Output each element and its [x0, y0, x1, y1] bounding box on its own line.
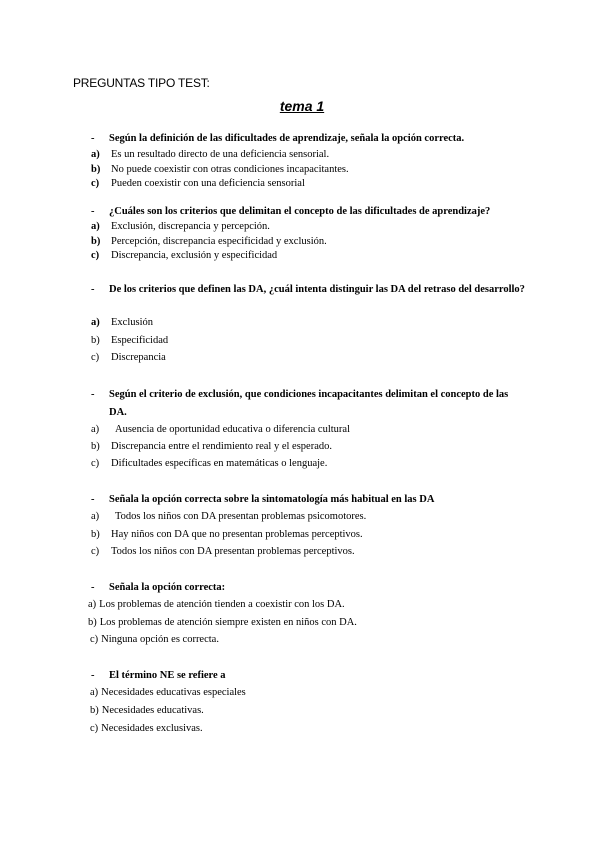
question-text: Según la definición de las dificultades de aprendizaje, señala la opción correcta.: [109, 133, 465, 144]
option-text: Ninguna opción es correcta.: [101, 634, 219, 645]
option-letter: a): [91, 511, 100, 522]
option-text: Es un resultado directo de una deficiencia sensorial.: [111, 149, 330, 160]
bullet-dash: -: [91, 582, 95, 593]
question-5-option-c: [91, 545, 355, 559]
option-text: Ausencia de oportunidad educativa o diferencia cultural: [115, 424, 350, 435]
option-letter: b): [90, 705, 99, 716]
option-text: Pueden coexistir con una deficiencia sensorial: [111, 178, 305, 189]
option-text: Todos los niños con DA presentan problemas perceptivos.: [111, 546, 355, 557]
option-text: Especificidad: [111, 335, 169, 346]
question-7-option-c: [90, 722, 203, 736]
question-1-option-b: [91, 163, 349, 177]
question-6-option-c: [90, 633, 219, 647]
question-6-option-b: [88, 616, 357, 630]
option-letter: b): [91, 164, 101, 175]
question-2: [91, 203, 551, 221]
question-1: [91, 130, 531, 148]
question-text: De los criterios que definen las DA, ¿cuál intenta distinguir las DA del retraso del desarrollo?: [109, 284, 525, 295]
option-letter: a): [91, 317, 100, 328]
bullet-dash: -: [91, 133, 95, 144]
option-letter: b): [88, 617, 97, 628]
option-letter: c): [90, 634, 99, 645]
question-4: [91, 386, 521, 422]
option-text: Percepción, discrepancia especificidad y exclusión.: [111, 236, 327, 247]
question-7-option-a: [90, 686, 246, 700]
question-2-option-c: [91, 249, 277, 263]
option-letter: a): [91, 149, 100, 160]
option-letter: b): [91, 529, 100, 540]
option-text: Los problemas de atención tienden a coexistir con los DA.: [99, 599, 345, 610]
option-letter: c): [91, 458, 100, 469]
question-2-option-a: [91, 220, 270, 234]
option-text: Necesidades exclusivas.: [101, 723, 203, 734]
option-text: No puede coexistir con otras condiciones incapacitantes.: [111, 164, 349, 175]
option-letter: c): [91, 178, 100, 189]
option-text: Exclusión, discrepancia y percepción.: [111, 221, 270, 232]
question-4-option-b: [91, 440, 332, 454]
option-text: Dificultades específicas en matemáticas o lenguaje.: [111, 458, 328, 469]
topic-title: tema 1: [279, 98, 325, 114]
question-4-option-a: [91, 423, 350, 437]
option-letter: c): [91, 250, 100, 261]
option-letter: a): [91, 221, 100, 232]
option-letter: a): [90, 687, 99, 698]
option-letter: a): [88, 599, 97, 610]
question-1-option-c: [91, 177, 305, 191]
question-7-option-b: [90, 704, 204, 718]
option-letter: b): [91, 236, 101, 247]
option-text: Hay niños con DA que no presentan problemas perceptivos.: [111, 529, 363, 540]
question-5-option-a: [91, 510, 366, 524]
question-7: [91, 667, 531, 685]
question-6: [91, 579, 531, 597]
bullet-dash: -: [91, 284, 95, 295]
question-text: Señala la opción correcta sobre la sintomatología más habitual en las DA: [109, 494, 435, 505]
option-letter: c): [91, 546, 100, 557]
question-2-option-b: [91, 235, 327, 249]
page-header: PREGUNTAS TIPO TEST:: [73, 76, 210, 90]
question-5: [91, 491, 531, 509]
question-text: ¿Cuáles son los criterios que delimitan el concepto de las dificultades de aprendizaje?: [109, 206, 491, 217]
option-letter: b): [91, 335, 100, 346]
option-letter: a): [91, 424, 100, 435]
question-6-option-a: [88, 598, 345, 612]
option-text: Discrepancia, exclusión y especificidad: [111, 250, 278, 261]
question-text: El término NE se refiere a: [109, 670, 226, 681]
option-text: Necesidades educativas especiales: [101, 687, 246, 698]
question-3-option-b: [91, 334, 168, 348]
option-text: Discrepancia: [111, 352, 166, 363]
question-text: Según el criterio de exclusión, que condiciones incapacitantes delimitan el concepto de las DA.: [109, 389, 509, 418]
option-letter: b): [91, 441, 100, 452]
question-3-option-c: [91, 351, 166, 365]
option-letter: c): [91, 352, 100, 363]
option-text: Los problemas de atención siempre existen en niños con DA.: [99, 617, 357, 628]
question-3-option-a: [91, 316, 153, 330]
bullet-dash: -: [91, 389, 95, 400]
bullet-dash: -: [91, 494, 95, 505]
option-text: Exclusión: [111, 317, 153, 328]
option-text: Necesidades educativas.: [101, 705, 204, 716]
question-4-option-c: [91, 457, 327, 471]
question-text: Señala la opción correcta:: [109, 582, 226, 593]
option-text: Todos los niños con DA presentan problemas psicomotores.: [115, 511, 367, 522]
question-5-option-b: [91, 528, 363, 542]
bullet-dash: -: [91, 206, 95, 217]
question-1-option-a: [91, 148, 329, 162]
option-text: Discrepancia entre el rendimiento real y el esperado.: [111, 441, 332, 452]
bullet-dash: -: [91, 670, 95, 681]
question-3: [91, 281, 531, 299]
option-letter: c): [90, 723, 99, 734]
